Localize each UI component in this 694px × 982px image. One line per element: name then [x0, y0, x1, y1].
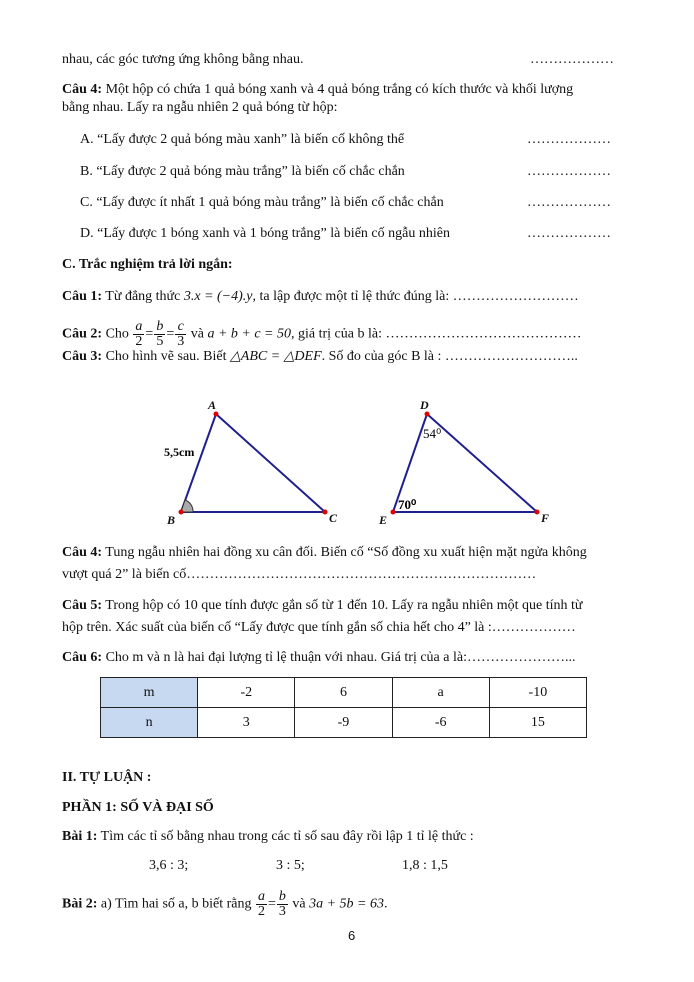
question-text: Một hộp có chứa 1 quả bóng xanh và 4 quả bóng trắng có kích thước và khối lượng [102, 82, 574, 97]
equals: = [145, 326, 154, 342]
table-row [101, 708, 587, 738]
point-e [391, 510, 396, 515]
answer-blank: ……………… [527, 164, 611, 179]
exercise-1 [62, 828, 474, 846]
option-a: A. “Lấy được 2 quả bóng màu xanh” là biến cố không thể [80, 132, 405, 147]
option-d: D. “Lấy được 1 bóng xanh và 1 bóng trắng” là biến cố ngẫu nhiên [80, 226, 450, 241]
short-question-4 [62, 544, 587, 562]
text: và [187, 326, 208, 342]
heading: PHẦN 1: SỐ VÀ ĐẠI SỐ [62, 800, 214, 815]
angle-b-mark [181, 500, 193, 512]
answer-blank: ……………… [527, 195, 611, 210]
point-f [535, 510, 540, 515]
part-1-title [62, 799, 214, 817]
ratio-2: 3 : 5; [276, 858, 305, 873]
point-a [214, 412, 219, 417]
answer-blank: ……………… [527, 132, 611, 147]
table-cell: m [101, 678, 198, 708]
fraction [256, 890, 267, 919]
question-label: Câu 1: [62, 289, 103, 304]
text: Cho [102, 326, 133, 342]
label-c: C [329, 511, 338, 525]
triangle-def [393, 414, 537, 512]
math: a + b + c = 50 [207, 326, 291, 342]
question-4-cont: bằng nhau. Lấy ra ngẫu nhiên 2 quả bóng từ hộp: [62, 100, 338, 115]
text: , ta lập được một tỉ lệ thức đúng là: ……………………… [252, 289, 579, 304]
table-cell: -2 [198, 678, 295, 708]
equals: = [267, 896, 276, 912]
question-label: Câu 4: [62, 82, 103, 97]
page-number: 6 [348, 928, 356, 943]
short-question-4-cont: vượt quá 2” là biến cố………………………………………………………………… [62, 567, 537, 582]
point-c [323, 510, 328, 515]
text: Từ đẳng thức [102, 289, 184, 304]
question-label: Câu 2: [62, 326, 103, 342]
text: Cho hình vẽ sau. Biết [102, 349, 230, 364]
label-b: B [167, 513, 176, 527]
fraction [154, 320, 165, 349]
label-d: D [420, 398, 429, 412]
side-ab-length: 5,5cm [164, 445, 195, 459]
text: Trong hộp có 10 que tính được gắn số từ 1 đến 10. Lấy ra ngẫu nhiên một que tính từ [102, 598, 583, 613]
numerator: c [175, 320, 186, 335]
point-d [425, 412, 430, 417]
text: , giá trị của b là: …………………………………… [291, 326, 582, 342]
table-cell: -9 [295, 708, 392, 738]
short-question-2 [62, 320, 581, 349]
answer-blank: ……………… [530, 52, 614, 67]
table-cell: a [392, 678, 489, 708]
ratio-3: 1,8 : 1,5 [402, 858, 448, 873]
point-b [179, 510, 184, 515]
angle-e-label: 70⁰ [398, 497, 417, 512]
exercise-label: Bài 1: [62, 829, 98, 844]
short-question-5 [62, 597, 583, 615]
numerator: a [257, 889, 265, 904]
label-f: F [541, 511, 550, 525]
essay-title [62, 769, 151, 787]
equals: = [166, 326, 175, 342]
denominator: 2 [257, 904, 265, 919]
question-label: Câu 3: [62, 349, 103, 364]
option-c: C. “Lấy được ít nhất 1 quả bóng màu trắng” là biến cố chắc chắn [80, 195, 444, 210]
text: . Số đo của góc B là : ……………………….. [321, 349, 578, 364]
math: △ABC = △DEF [230, 349, 322, 364]
label-a: A [208, 398, 217, 412]
section-c-title: C. Trắc nghiệm trả lời ngắn: [62, 257, 233, 272]
short-question-3 [62, 348, 578, 366]
exercise-2 [62, 890, 388, 919]
answer-blank: ……………… [527, 226, 611, 241]
table-cell: -6 [392, 708, 489, 738]
denominator: 3 [278, 904, 286, 919]
question-4 [62, 81, 573, 99]
text: Tìm các tỉ số bằng nhau trong các tỉ số sau đây rồi lập 1 tỉ lệ thức : [97, 829, 474, 844]
short-question-5-cont: hộp trên. Xác suất của biến cố “Lấy được que tính gắn số chia hết cho 4” là :……………… [62, 620, 576, 635]
numerator: b [278, 889, 286, 904]
question-label: Câu 4: [62, 545, 103, 560]
question-label: Câu 5: [62, 598, 103, 613]
denominator: 2 [135, 334, 143, 349]
heading: II. TỰ LUẬN : [62, 770, 152, 785]
proportion-table [100, 677, 587, 738]
short-question-6 [62, 649, 575, 667]
table-cell: n [101, 708, 198, 738]
numerator: b [156, 319, 164, 334]
text: a) Tìm hai số a, b biết rằng [97, 896, 255, 912]
table-row [101, 678, 587, 708]
ratio-1: 3,6 : 3; [149, 858, 189, 873]
table-cell: 6 [295, 678, 392, 708]
text: và [288, 896, 310, 912]
option-b: B. “Lấy được 2 quả bóng màu trắng” là biến cố chắc chắn [80, 164, 405, 179]
text: . [384, 896, 388, 912]
fraction [277, 890, 288, 919]
section-heading [62, 256, 233, 274]
label-e: E [379, 513, 388, 527]
denominator: 5 [156, 334, 164, 349]
fraction [175, 320, 186, 349]
triangle-abc [181, 414, 325, 512]
fraction [133, 320, 144, 349]
text: Tung ngẫu nhiên hai đồng xu cân đối. Biến cố “Số đồng xu xuất hiện mặt ngửa không [102, 545, 587, 560]
denominator: 3 [177, 334, 185, 349]
math: 3a + 5b = 63 [309, 896, 385, 912]
table-cell: 15 [489, 708, 586, 738]
table-cell: 3 [198, 708, 295, 738]
math: 3.x = (−4).y [183, 289, 253, 304]
numerator: a [135, 319, 143, 334]
short-question-1 [62, 288, 579, 306]
table-cell: -10 [489, 678, 586, 708]
text: Cho m và n là hai đại lượng tỉ lệ thuận với nhau. Giá trị của a là:…………………... [102, 650, 576, 665]
text-line: nhau, các góc tương ứng không bằng nhau. [62, 52, 304, 67]
question-label: Câu 6: [62, 650, 103, 665]
exercise-label: Bài 2: [62, 896, 98, 912]
angle-d-label: 54⁰ [423, 426, 442, 441]
